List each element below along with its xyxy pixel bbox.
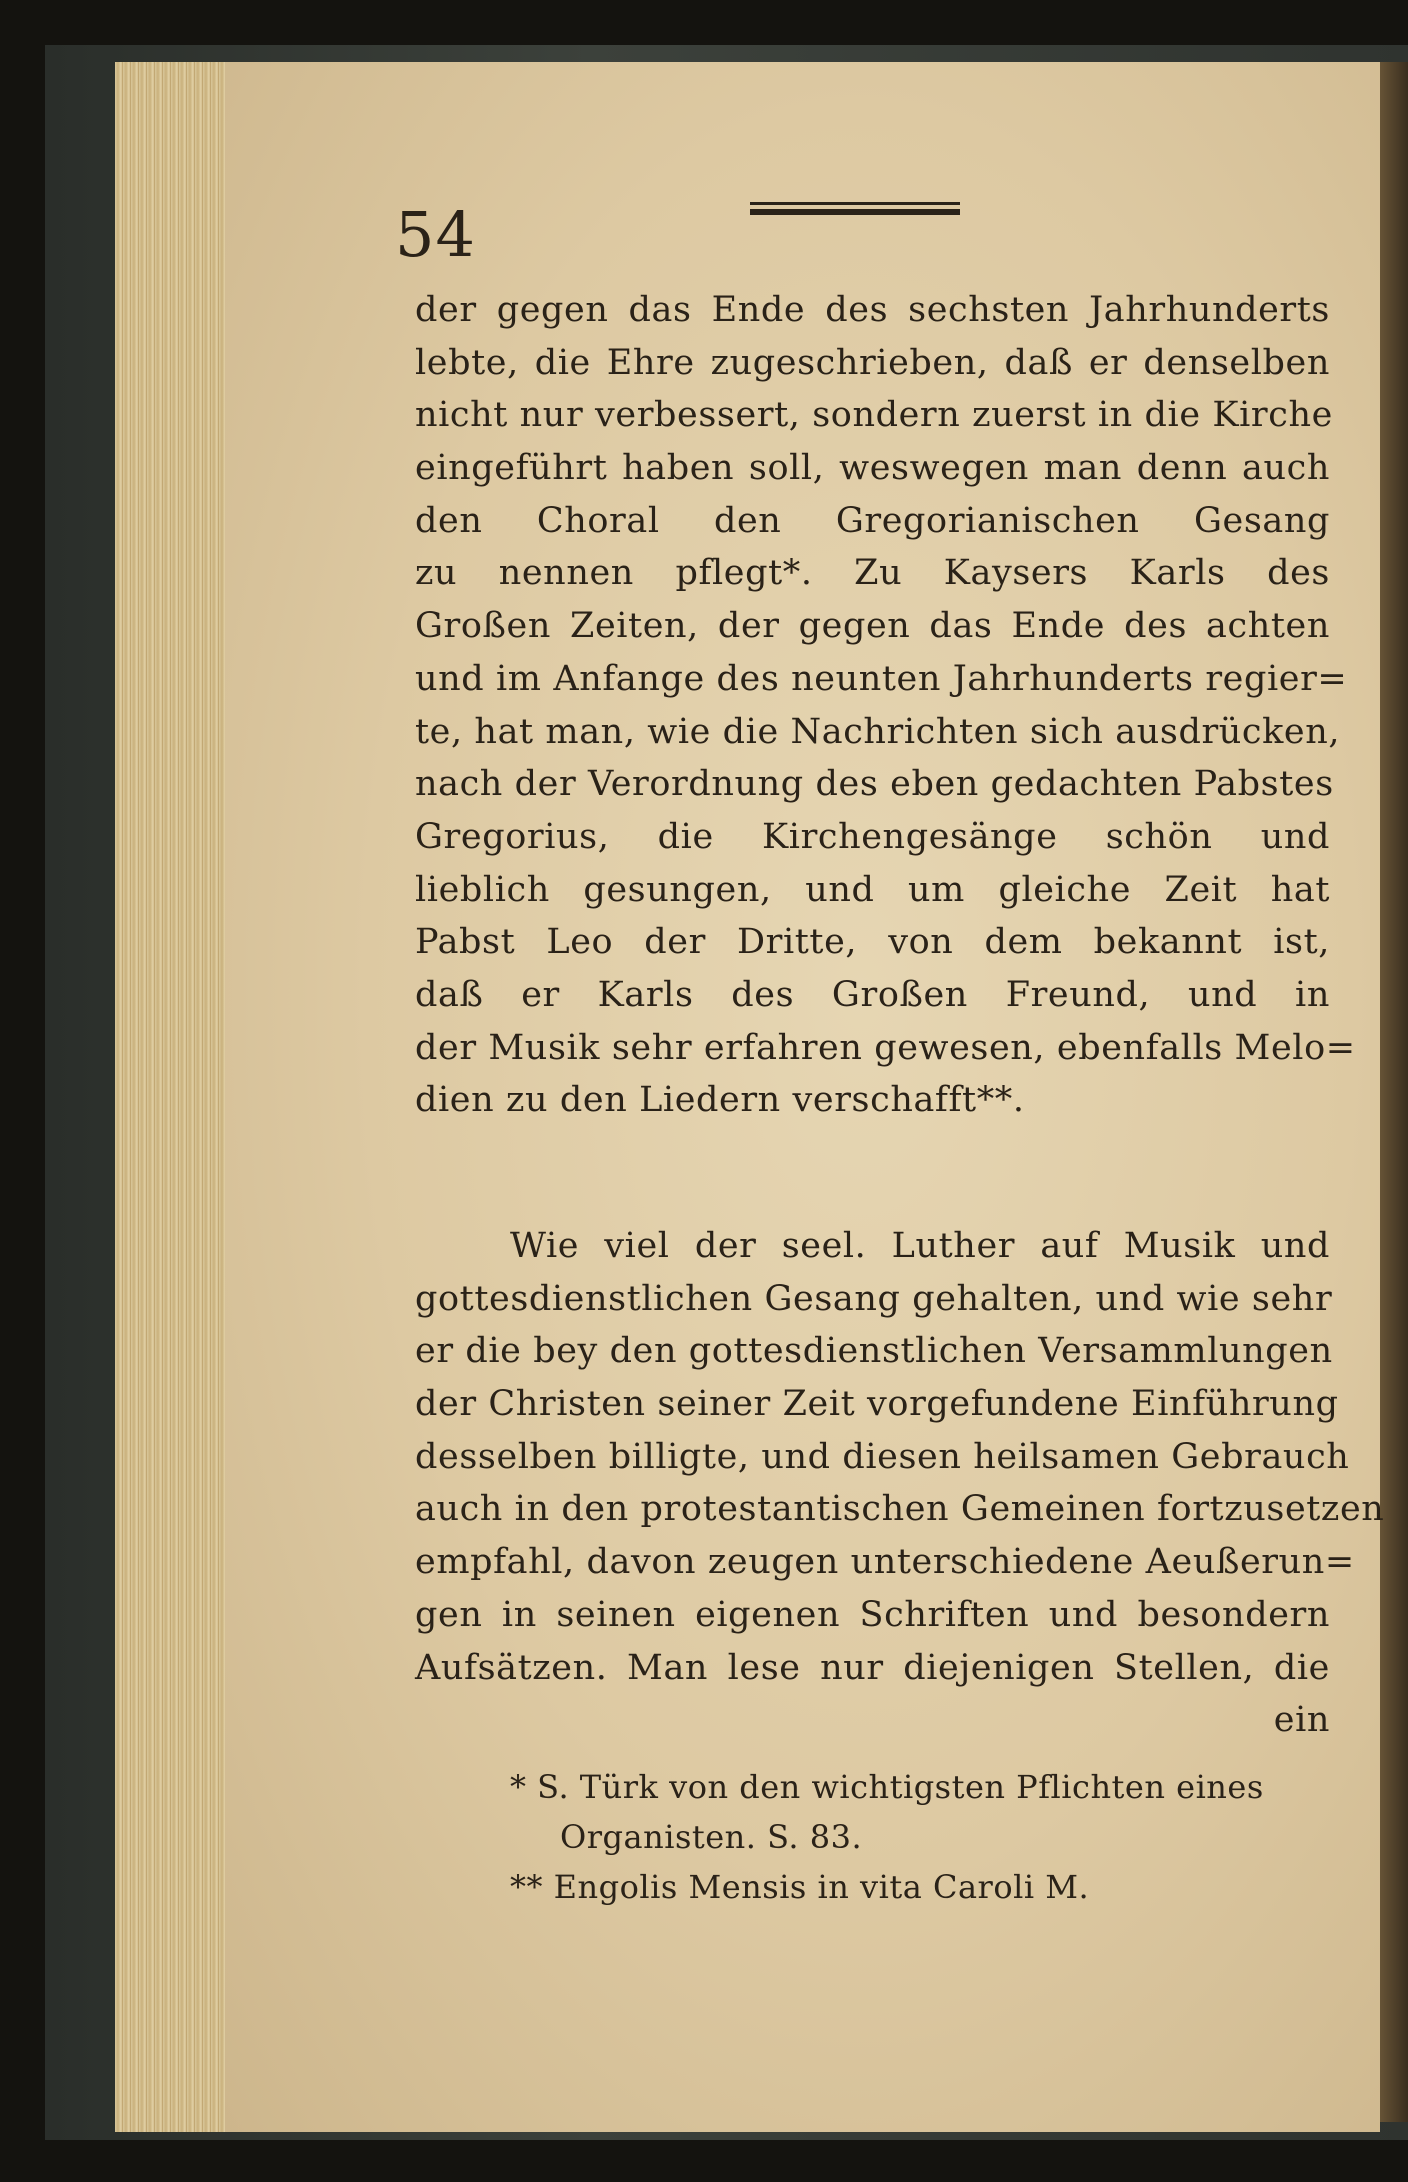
text-line: auch in den protestantischen Gemeinen fortzusetzen	[415, 1489, 1385, 1530]
text-line: lebte, die Ehre zugeschrieben, daß er denselben	[415, 342, 1330, 383]
text-line: Gregorius, die Kirchengesänge schön und	[415, 816, 1330, 857]
page-number: 54	[395, 198, 476, 271]
text-line: desselben billigte, und diesen heilsamen Gebrauch	[415, 1436, 1350, 1477]
catchword: ein	[1273, 1700, 1330, 1741]
text-line: te, hat man, wie die Nachrichten sich ausdrücken,	[415, 711, 1341, 752]
footnote-2: ** Engolis Mensis in vita Caroli M.	[510, 1868, 1090, 1906]
text-line: gen in seinen eigenen Schriften und besondern	[415, 1594, 1330, 1635]
paragraph-2	[415, 1220, 1385, 1747]
text-line: dien zu den Liedern verschafft**.	[415, 1080, 1025, 1121]
text-line: der Musik sehr erfahren gewesen, ebenfalls Melo=	[415, 1027, 1356, 1068]
text-line: daß er Karls des Großen Freund, und in	[415, 974, 1330, 1015]
text-line: gottesdienstlichen Gesang gehalten, und wie sehr	[415, 1278, 1333, 1319]
book-page	[225, 62, 1385, 2132]
footnotes	[510, 1762, 1330, 1912]
text-line: Großen Zeiten, der gegen das Ende des achten	[415, 606, 1330, 647]
text-line: der Christen seiner Zeit vorgefundene Einführung	[415, 1384, 1339, 1425]
footnote-1: * S. Türk von den wichtigsten Pflichten eines	[510, 1768, 1264, 1806]
text-line: empfahl, davon zeugen unterschiedene Aeußerun=	[415, 1542, 1355, 1583]
text-line: den Choral den Gregorianischen Gesang	[415, 500, 1330, 541]
text-line: eingeführt haben soll, weswegen man denn auch	[415, 448, 1330, 489]
page-edges	[115, 62, 230, 2132]
text-line: Pabst Leo der Dritte, von dem bekannt ist,	[415, 922, 1330, 963]
text-line: Aufsätzen. Man lese nur diejenigen Stellen, die	[415, 1647, 1330, 1688]
text-line: Wie viel der seel. Luther auf Musik und	[510, 1226, 1330, 1266]
text-line: und im Anfange des neunten Jahrhunderts regier=	[415, 658, 1348, 699]
header-rule	[750, 202, 960, 220]
text-line: nach der Verordnung des eben gedachten Pabstes	[415, 764, 1334, 805]
text-line: der gegen das Ende des sechsten Jahrhunderts	[415, 290, 1330, 330]
text-line: nicht nur verbessert, sondern zuerst in die Kirche	[415, 395, 1333, 436]
text-line: zu nennen pflegt*. Zu Kaysers Karls des	[415, 553, 1330, 594]
text-line: er die bey den gottesdienstlichen Versammlungen	[415, 1331, 1333, 1372]
footnote-1-continuation: Organisten. S. 83.	[560, 1818, 863, 1856]
paragraph-1	[415, 284, 1356, 1127]
text-line: lieblich gesungen, und um gleiche Zeit hat	[415, 869, 1330, 910]
